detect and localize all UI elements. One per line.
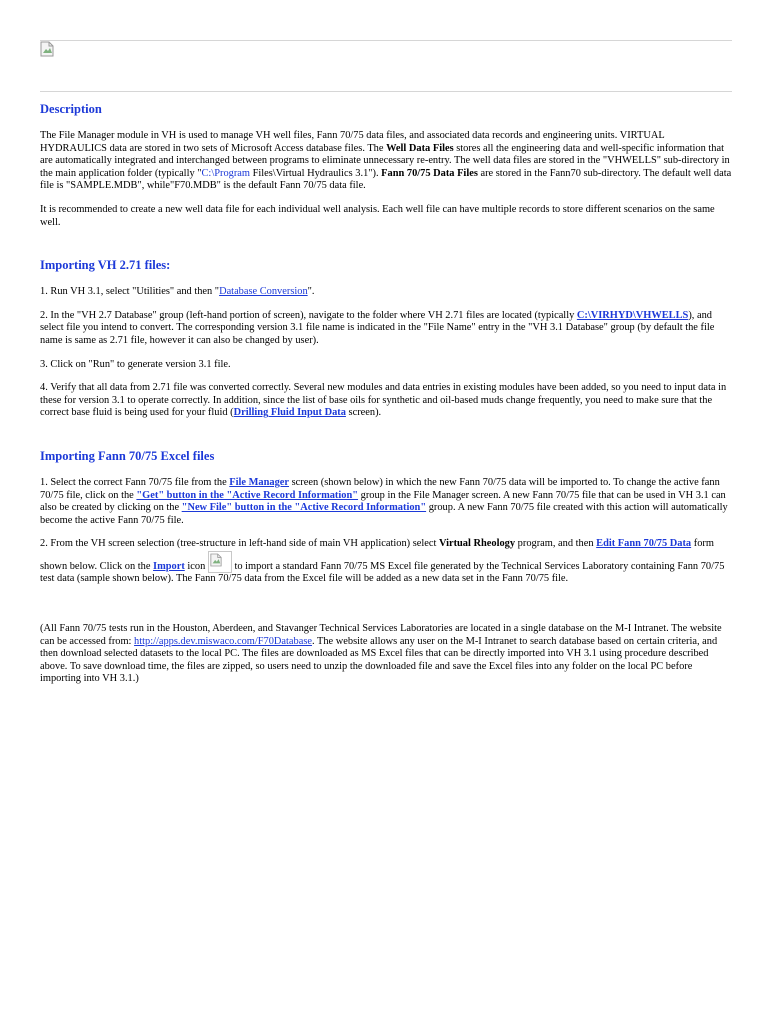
vh-step-4: 4. Verify that all data from 2.71 file was converted correctly. Several new modules and data entries in existing modules have been added, so you need to input data in these for version 3.1 to operate correctly. In addition, since the list of base oils for synthetic and oil-based muds change frequently, you need to make sure that the correct base fluid is being used for your fluid (Drilling Fluid Input Data screen). — [40, 382, 727, 419]
vh-step-2: 2. In the "VH 2.7 Database" group (left-hand portion of screen), navigate to the folder where VH 2.71 files are located (typically C:\VIRHYD\VHWELLS), and select file you intend to convert. The corresponding version 3.1 file name is indicated in the "File Name" entry in the "VH 3.1 Database" group (by default the file name is same as 2.71 file, however it can also be changed by user). — [40, 309, 715, 346]
import-link[interactable]: Import — [153, 560, 185, 572]
help-page — [40, 40, 732, 697]
description-paragraph-1: The File Manager module in VH is used to manage VH well files, Fann 70/75 data files, and associated data records and engineering units. VIRTUAL HYDRAULICS data are stored in two sets of Microsoft Access database files. The Well Data Files stores all the engineering data and well-specific information that are automatically integrated and interchanged between programs to eliminate unnecessary re-entry. The well data files are stored in the "VHWELLS" sub-directory in the main application folder (typically "C:\Program Files\Virtual Hydraulics 3.1"). Fann 70/75 Data Files are stored in the Fann70 sub-directory. The default well data file is "SAMPLE.MDB", while"F70.MDB" is the default Fann 70/75 data file. — [40, 130, 732, 192]
broken-image-icon — [40, 41, 54, 57]
database-conversion-link[interactable]: Database Conversion — [219, 286, 308, 298]
new-file-button-link[interactable]: "New File" button in the "Active Record Information" — [181, 502, 427, 514]
get-button-link[interactable]: "Get" button in the "Active Record Information" — [136, 489, 359, 501]
description-heading: Description — [40, 102, 102, 116]
drilling-fluid-input-data-link[interactable]: Drilling Fluid Input Data — [233, 407, 346, 419]
f70-database-link[interactable]: http://apps.dev.miswaco.com/F70Database — [134, 635, 312, 647]
program-path: C:\Program — [201, 167, 250, 179]
vh-step-3: 3. Click on "Run" to generate version 3.1 file. — [40, 358, 231, 370]
fann-step-1: 1. Select the correct Fann 70/75 file from the File Manager screen (shown below) in which the new Fann 70/75 data will be imported to. To change the active fann 70/75 file, click on the "Get" button in the "Active Record Information" group in the File Manager screen. A new Fann 70/75 file that can be used in VH 3.1 can also be created by clicking on the "New File" button in the "Active Record Information" group. A new Fann 70/75 file created with this action will automatically become the active Fann 70/75 file. — [40, 476, 728, 526]
intranet-note: (All Fann 70/75 tests run in the Houston, Aberdeen, and Stavanger Technical Services Laboratories are located in a single database on the M-I Intranet. The website can be accessed from: http://apps.dev.miswaco.com/F70Database. The website allows any user on the M-I Intranet to search database based on certain criteria, and then download selected datasets to the local PC. The files are downloaded as MS Excel files that can be directly imported into VH 3.1 using procedure described above. To save download time, the files are zipped, so users need to unzip the downloaded file and save the Excel files into any folder on the local PC before importing into VH 3.1.) — [40, 623, 722, 685]
fann-step-2: 2. From the VH screen selection (tree-structure in left-hand side of main VH application) select Virtual Rheology program, and then Edit Fann 70/75 Data form shown below. Click on the Import icon to import a standard Fann 70/75 MS Excel file generated by the Technical Services Laboratory containing Fann 70/75 test data (sample shown below). The Fann 70/75 data from the Excel file will be added as a new data set in the Fann 70/75 file. — [40, 538, 725, 585]
import-icon — [208, 551, 232, 573]
vhwells-path-link[interactable]: C:\VIRHYD\VHWELLS — [576, 309, 689, 321]
importing-vh-heading: Importing VH 2.71 files: — [40, 258, 171, 273]
vh-step-1: 1. Run VH 3.1, select "Utilities" and then "Database Conversion". — [40, 286, 315, 298]
header-banner — [40, 40, 732, 92]
description-paragraph-2: It is recommended to create a new well data file for each individual well analysis. Each well file can have multiple records to store different scenarios on the same well. — [40, 203, 715, 228]
edit-fann-data-link[interactable]: Edit Fann 70/75 Data — [596, 538, 692, 550]
file-manager-link[interactable]: File Manager — [229, 476, 290, 488]
importing-fann-heading: Importing Fann 70/75 Excel files — [40, 448, 215, 463]
